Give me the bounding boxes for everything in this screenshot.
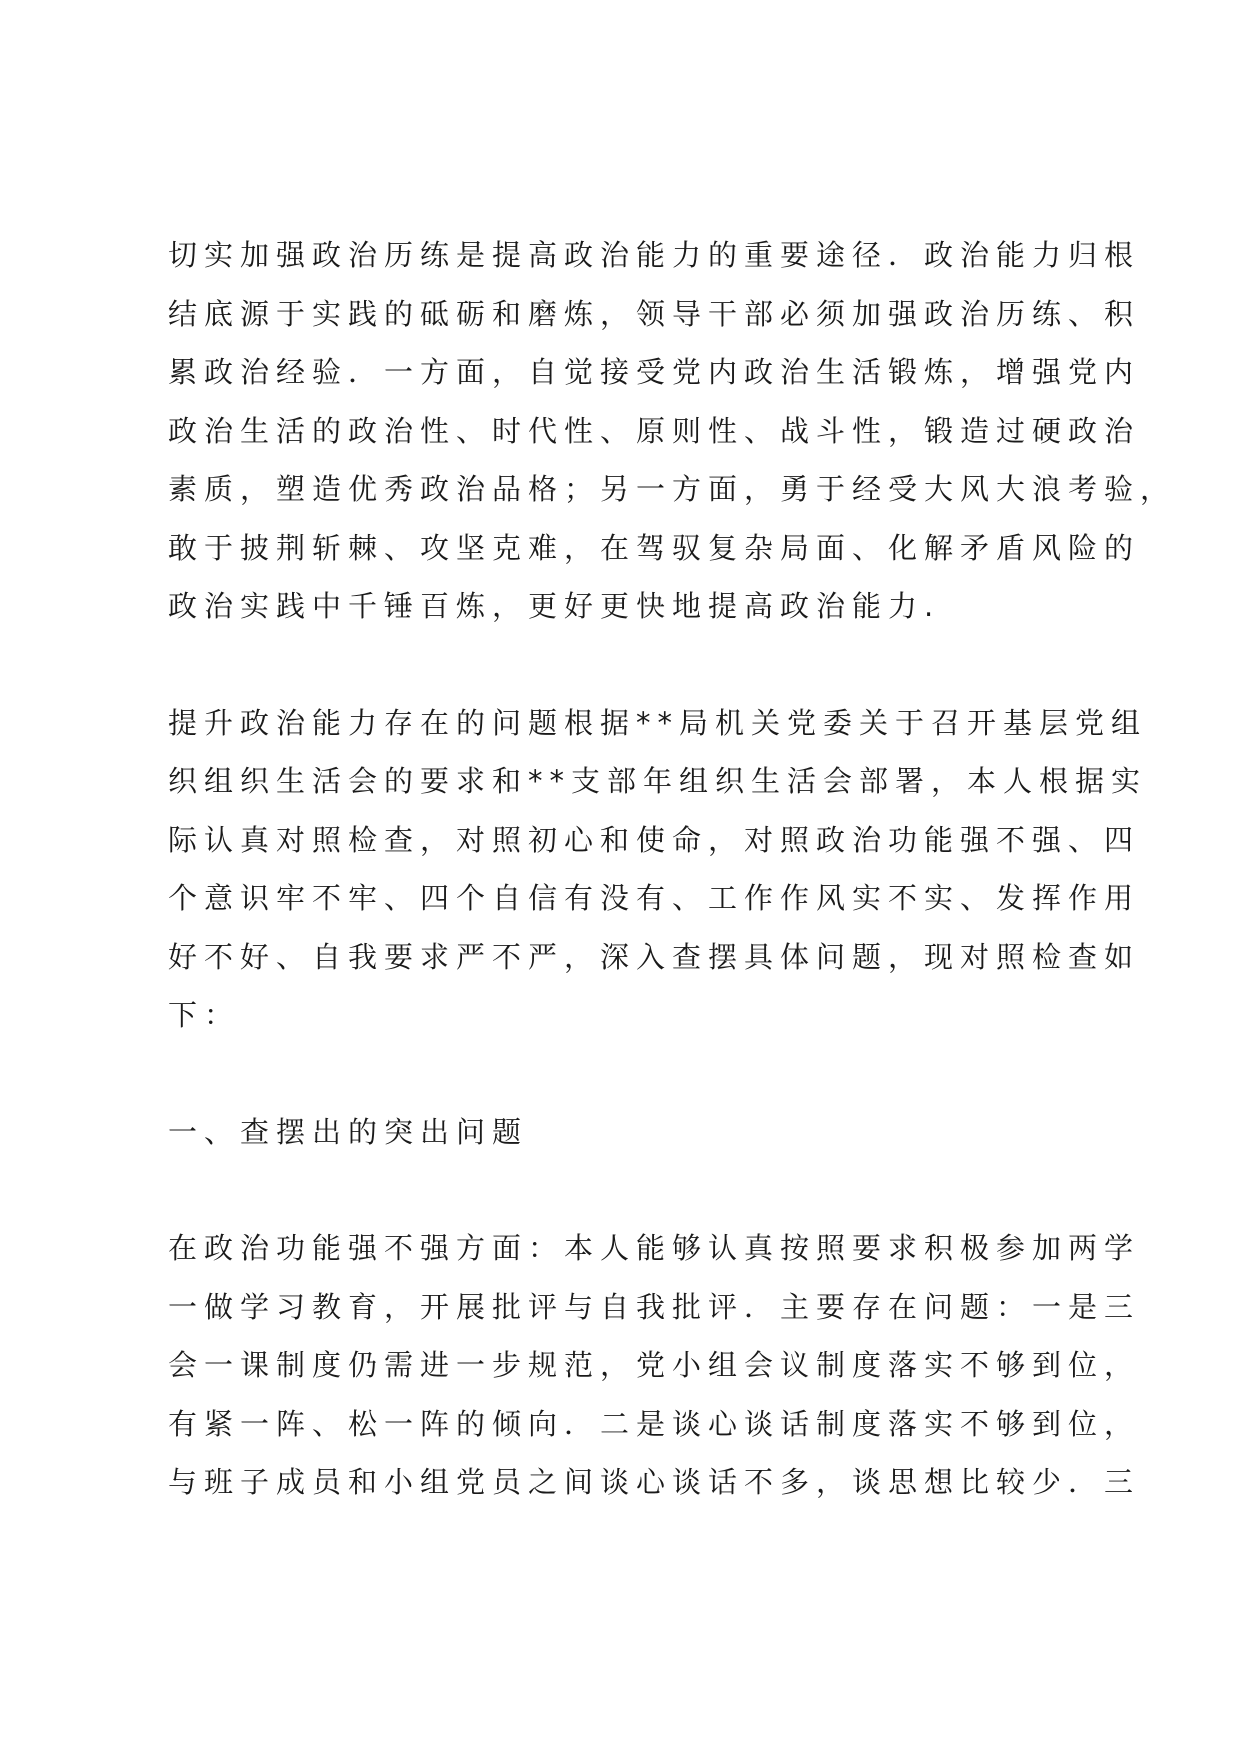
paragraph-political-training — [168, 226, 1177, 636]
text-line: 织组织生活会的要求和**支部年组织生活会部署，本人根据实 — [168, 764, 1148, 798]
section-heading — [168, 1103, 1068, 1162]
text-line: 提升政治能力存在的问题根据**局机关党委关于召开基层党组 — [168, 705, 1148, 740]
text-line: 累政治经验．一方面，自觉接受党内政治生活锻炼，增强党内 — [168, 355, 1141, 389]
text-line: 有紧一阵、松一阵的倾向．二是谈心谈话制度落实不够到位， — [168, 1406, 1141, 1441]
text-line: 一做学习教育，开展批评与自我批评．主要存在问题：一是三 — [168, 1289, 1141, 1324]
document-body — [168, 226, 1177, 1512]
text-line: 敢于披荆斩棘、攻坚克难，在驾驭复杂局面、化解矛盾风险的 — [168, 530, 1141, 565]
text-line: 个意识牢不牢、四个自信有没有、工作作风实不实、发挥作用 — [168, 881, 1141, 915]
text-line: 结底源于实践的砥砺和磨炼，领导干部必须加强政治历练、积 — [168, 296, 1141, 331]
paragraph-gap — [168, 1045, 1068, 1103]
text-line: 政治生活的政治性、时代性、原则性、战斗性，锻造过硬政治 — [168, 413, 1141, 448]
paragraph-gap — [168, 1161, 1068, 1219]
text-line: 会一课制度仍需进一步规范，党小组会议制度落实不够到位， — [168, 1348, 1141, 1382]
text-line: 好不好、自我要求严不严，深入查摆具体问题，现对照检查如 — [168, 939, 1141, 974]
text-line: 下： — [168, 998, 241, 1032]
text-line: 在政治功能强不强方面：本人能够认真按照要求积极参加两学 — [168, 1231, 1141, 1265]
text-line: 与班子成员和小组党员之间谈心谈话不多，谈思想比较少．三 — [168, 1465, 1141, 1499]
paragraph-gap — [168, 636, 1068, 694]
text-line: 政治实践中千锤百炼，更好更快地提高政治能力. — [168, 589, 941, 623]
paragraph-problems-intro — [168, 694, 1148, 1045]
text-line: 素质，塑造优秀政治品格；另一方面，勇于经受大风大浪考验， — [168, 472, 1177, 506]
text-line: 切实加强政治历练是提高政治能力的重要途径．政治能力归根 — [168, 238, 1141, 272]
paragraph-political-function — [168, 1219, 1141, 1512]
text-line: 际认真对照检查，对照初心和使命，对照政治功能强不强、四 — [168, 822, 1141, 857]
heading-line: 一、查摆出的突出问题 — [168, 1114, 529, 1149]
